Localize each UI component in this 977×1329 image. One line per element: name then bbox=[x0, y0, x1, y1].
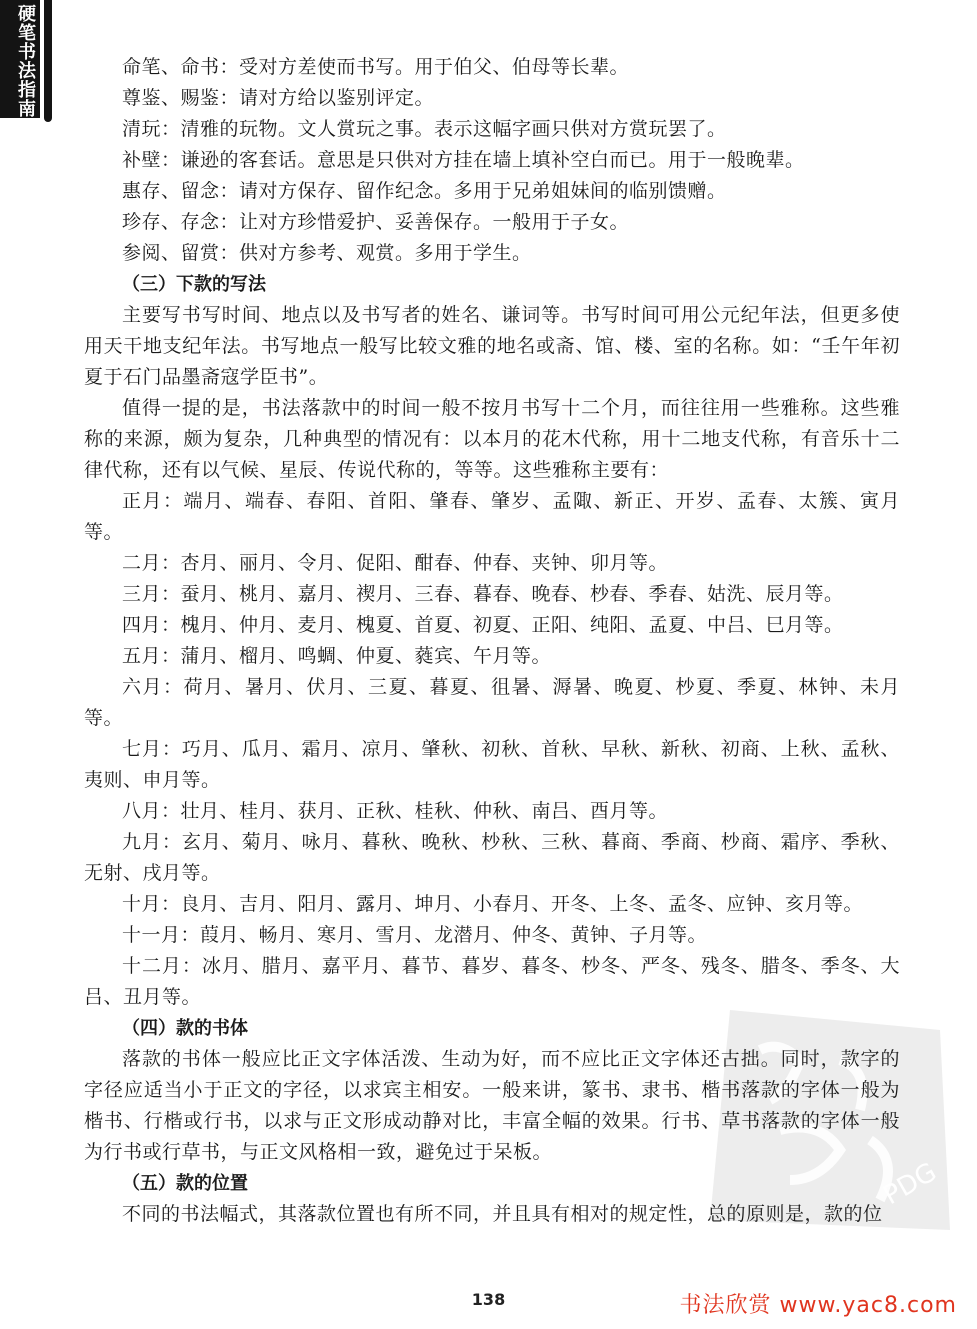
paragraph: 十月：良月、吉月、阳月、露月、坤月、小春月、开冬、上冬、孟冬、应钟、亥月等。 bbox=[122, 893, 864, 915]
paragraph: 命笔、命书：受对方差使而书写。用于伯父、伯母等长辈。 bbox=[122, 56, 630, 78]
paragraph: 八月：壮月、桂月、获月、正秋、桂秋、仲秋、南吕、酉月等。 bbox=[122, 800, 669, 822]
watermark-site-text: 书法欣赏 www.yac8.com bbox=[679, 1293, 957, 1318]
paragraph: 二月：杏月、丽月、令月、促阳、酣春、仲春、夹钟、卯月等。 bbox=[122, 552, 669, 574]
paragraph: 惠存、留念：请对方保存、留作纪念。多用于兄弟姐妹间的临别馈赠。 bbox=[122, 180, 727, 202]
sidebar-title: 硬笔书法指南 bbox=[15, 4, 36, 118]
paragraph: 尊鉴、赐鉴：请对方给以鉴别评定。 bbox=[122, 87, 435, 109]
paragraph: 三月：蚕月、桃月、嘉月、禊月、三春、暮春、晚春、杪春、季春、姑洗、辰月等。 bbox=[122, 583, 844, 605]
paragraph: 不同的书法幅式，其落款位置也有所不同，并且具有相对的规定性，总的原则是，款的位 bbox=[122, 1203, 883, 1225]
page-body bbox=[84, 52, 900, 1230]
side-tab bbox=[0, 0, 40, 118]
paragraph: 四月：槐月、仲月、麦月、槐夏、首夏、初夏、正阳、纯阳、孟夏、中吕、巳月等。 bbox=[122, 614, 844, 636]
paragraph: 五月：蒲月、榴月、鸣蜩、仲夏、蕤宾、午月等。 bbox=[122, 645, 552, 667]
paragraph: 主要写书写时间、地点以及书写者的姓名、谦词等。书写时间可用公元纪年法，但更多使用天干地支纪年法。书写地点一般写比较文雅的地名或斋、馆、楼、室的名称。如：“壬午年初夏于石门品墨斋寇学臣书”。 bbox=[84, 304, 900, 388]
paragraph: 七月：巧月、瓜月、霜月、凉月、肇秋、初秋、首秋、早秋、新秋、初商、上秋、孟秋、夷则、申月等。 bbox=[84, 738, 900, 791]
section-heading: （五）款的位置 bbox=[122, 1173, 248, 1194]
seal-pdg-text: PDG bbox=[878, 1157, 942, 1212]
section-heading: （四）款的书体 bbox=[122, 1018, 248, 1039]
paragraph: 六月：荷月、暑月、伏月、三夏、暮夏、徂暑、溽暑、晚夏、杪夏、季夏、林钟、未月等。 bbox=[84, 676, 900, 729]
paragraph: 落款的书体一般应比正文字体活泼、生动为好，而不应比正文字体还古拙。同时，款字的字径应适当小于正文的字径，以求宾主相安。一般来讲，篆书、隶书、楷书落款的字体一般为楷书、行楷或行书，以求与正文形成动静对比，丰富全幅的效果。行书、草书落款的字体一般为行书或行草书，与正文风格相一致，避免过于呆板。 bbox=[84, 1048, 900, 1163]
section-heading: （三）下款的写法 bbox=[122, 274, 266, 295]
paragraph: 清玩：清雅的玩物。文人赏玩之事。表示这幅字画只供对方赏玩罢了。 bbox=[122, 118, 727, 140]
paragraph: 参阅、留赏：供对方参考、观赏。多用于学生。 bbox=[122, 242, 532, 264]
paragraph: 十一月：葭月、畅月、寒月、雪月、龙潜月、仲冬、黄钟、子月等。 bbox=[122, 924, 708, 946]
paragraph: 补壁：谦逊的客套话。意思是只供对方挂在墙上填补空白而已。用于一般晚辈。 bbox=[122, 149, 805, 171]
paragraph: 九月：玄月、菊月、咏月、暮秋、晚秋、杪秋、三秋、暮商、季商、杪商、霜序、季秋、无射、戌月等。 bbox=[84, 831, 900, 884]
page-number: 138 bbox=[471, 1290, 506, 1309]
paragraph: 正月：端月、端春、春阳、首阳、肇春、肇岁、孟陬、新正、开岁、孟春、太簇、寅月等。 bbox=[84, 490, 900, 543]
paragraph: 十二月：冰月、腊月、嘉平月、暮节、暮岁、暮冬、杪冬、严冬、残冬、腊冬、季冬、大吕、丑月等。 bbox=[84, 955, 900, 1008]
paragraph: 珍存、存念：让对方珍惜爱护、妥善保存。一般用于子女。 bbox=[122, 211, 630, 233]
paragraph: 值得一提的是，书法落款中的时间一般不按月书写十二个月，而往往用一些雅称。这些雅称的来源，颇为复杂，几种典型的情况有：以本月的花木代称，用十二地支代称，有音乐十二律代称，还有以气候、星辰、传说代称的，等等。这些雅称主要有： bbox=[84, 397, 900, 481]
